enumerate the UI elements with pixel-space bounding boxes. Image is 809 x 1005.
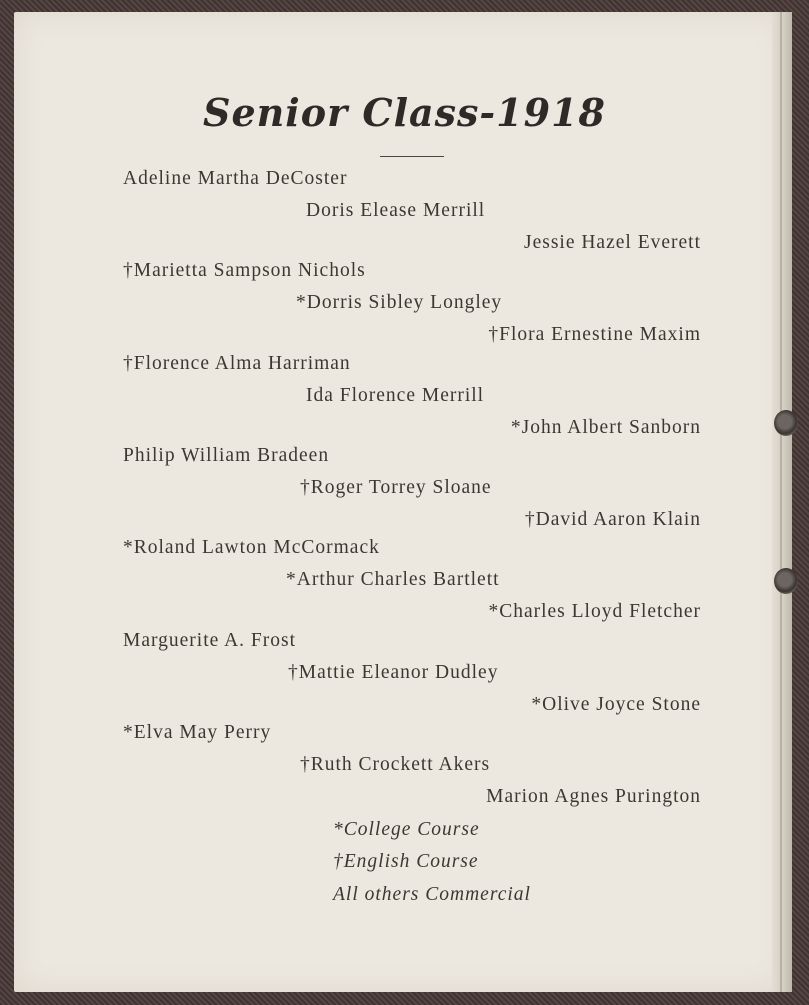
student-name: *John Albert Sanborn <box>510 417 701 438</box>
spine-line <box>780 12 782 992</box>
student-name: Adeline Martha DeCoster <box>123 168 348 189</box>
student-name: *Roland Lawton McCormack <box>123 537 380 558</box>
legend-commercial: All others Commercial <box>333 884 531 905</box>
legend-english: †English Course <box>333 851 479 872</box>
page <box>14 12 786 992</box>
student-name: Philip William Bradeen <box>123 445 330 466</box>
student-name: *Olive Joyce Stone <box>531 694 701 715</box>
student-name: Marion Agnes Purington <box>486 786 701 807</box>
student-name: Ida Florence Merrill <box>306 385 485 406</box>
student-name: †Flora Ernestine Maxim <box>488 324 701 345</box>
staple-hole-bottom <box>774 568 798 594</box>
page-title: Senior Class-1918 <box>203 90 606 135</box>
student-name: †Mattie Eleanor Dudley <box>288 662 499 683</box>
student-name: Jessie Hazel Everett <box>523 232 701 253</box>
student-name: *Arthur Charles Bartlett <box>286 569 500 590</box>
legend-college: *College Course <box>333 819 480 840</box>
student-name: *Elva May Perry <box>123 722 272 743</box>
student-name: *Charles Lloyd Fletcher <box>488 601 701 622</box>
page-spine <box>772 12 792 992</box>
student-name: Marguerite A. Frost <box>123 630 297 651</box>
student-name: †Florence Alma Harriman <box>123 353 351 374</box>
student-name: †David Aaron Klain <box>524 509 701 530</box>
staple-hole-top <box>774 410 798 436</box>
student-name: †Ruth Crockett Akers <box>300 754 491 775</box>
student-name: Doris Elease Merrill <box>306 200 486 221</box>
title-rule <box>380 156 444 157</box>
student-name: †Roger Torrey Sloane <box>300 477 492 498</box>
student-name: *Dorris Sibley Longley <box>296 292 503 313</box>
student-name: †Marietta Sampson Nichols <box>123 260 366 281</box>
